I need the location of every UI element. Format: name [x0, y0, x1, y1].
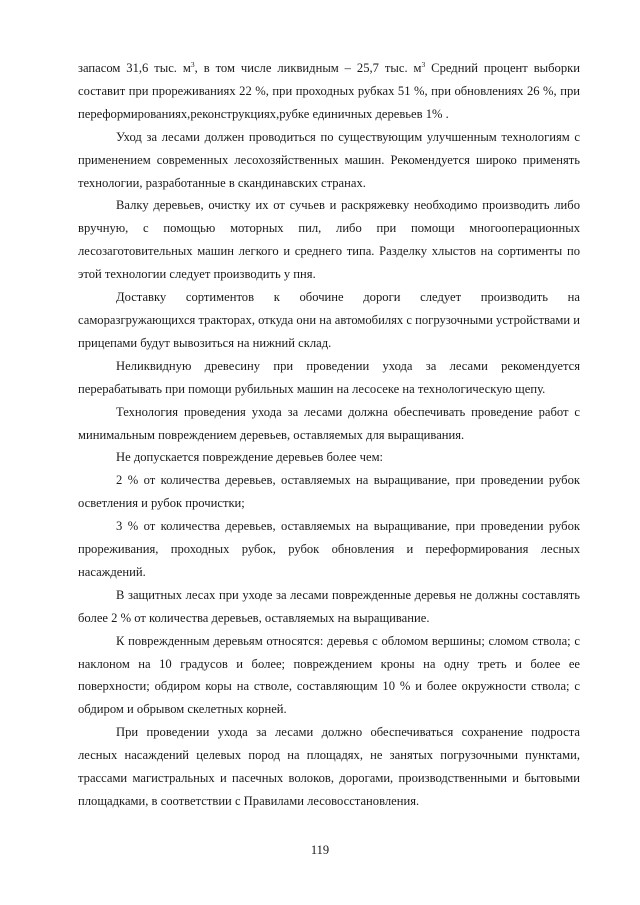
paragraph: Уход за лесами должен проводиться по существующим улучшенным технологиям с применением современных лесохозяйственных машин. Рекомендуется широко применять технологии, разработанные в скандинавских странах. — [78, 129, 580, 190]
paragraph: Валку деревьев, очистку их от сучьев и раскряжевку необходимо производить либо вручную, с помощью моторных пил, либо при помощи многооперационных лесозаготовительных машин легкого и среднего типа. Разделку хлыстов на сортименты по этой технологии следует производить у пня. — [78, 198, 580, 282]
page-number: 119 — [310, 843, 330, 857]
paragraph: При проведении ухода за лесами должно обеспечиваться сохранение подроста лесных насаждений целевых пород на площадях, не занятых погрузочными пунктами, трассами магистральных и пасечных волоков, дорогами, производственными и бытовыми площадками, в соответствии с Правилами лесовосстановления. — [78, 725, 580, 808]
superscript: 3 — [421, 59, 426, 69]
paragraph: Не допускается повреждение деревьев более чем: — [116, 450, 384, 465]
text-run: Средний процент выборки составит при прореживаниях 22 %, при проходных рубках 51 %, при обновлениях 26 %, при переформированиях,реконструкциях,рубке единичных деревьев 1% . — [78, 61, 580, 121]
paragraph-continuation — [78, 57, 580, 126]
body-text — [78, 57, 580, 813]
text-run: , в том числе ликвидным – 25,7 тыс. м — [194, 61, 422, 75]
paragraph: Неликвидную древесину при проведении ухода за лесами рекомендуется перерабатывать при помощи рубильных машин на лесосеке на технологическую щепу. — [78, 358, 580, 396]
paragraph: В защитных лесах при уходе за лесами поврежденные деревья не должны составлять более 2 % от количества деревьев, оставляемых на выращивание. — [78, 587, 580, 625]
text-run: запасом 31,6 тыс. м — [78, 61, 191, 75]
paragraph: 2 % от количества деревьев, оставляемых на выращивание, при проведении рубок осветления и рубок прочистки; — [78, 473, 580, 511]
paragraph: Технология проведения ухода за лесами должна обеспечивать проведение работ с минимальным повреждением деревьев, оставляемых для выращивания. — [78, 404, 580, 442]
paragraph: Доставку сортиментов к обочине дороги следует производить на саморазгружающихся тракторах, откуда они на автомобилях с погрузочными устройствами и прицепами будут вывозиться на нижний склад. — [78, 290, 580, 350]
paragraph: 3 % от количества деревьев, оставляемых на выращивание, при проведении рубок прореживания, проходных рубок, рубок обновления и переформирования лесных насаждений. — [78, 519, 580, 579]
superscript: 3 — [190, 59, 195, 69]
paragraph: К поврежденным деревьям относятся: деревья с обломом вершины; сломом ствола; с наклоном на 10 градусов и более; повреждением кроны на одну треть и более ее поверхности; обдиром коры на стволе, составляющим 10 % и более окружности ствола; с обдиром и обрывом скелетных корней. — [78, 633, 580, 717]
